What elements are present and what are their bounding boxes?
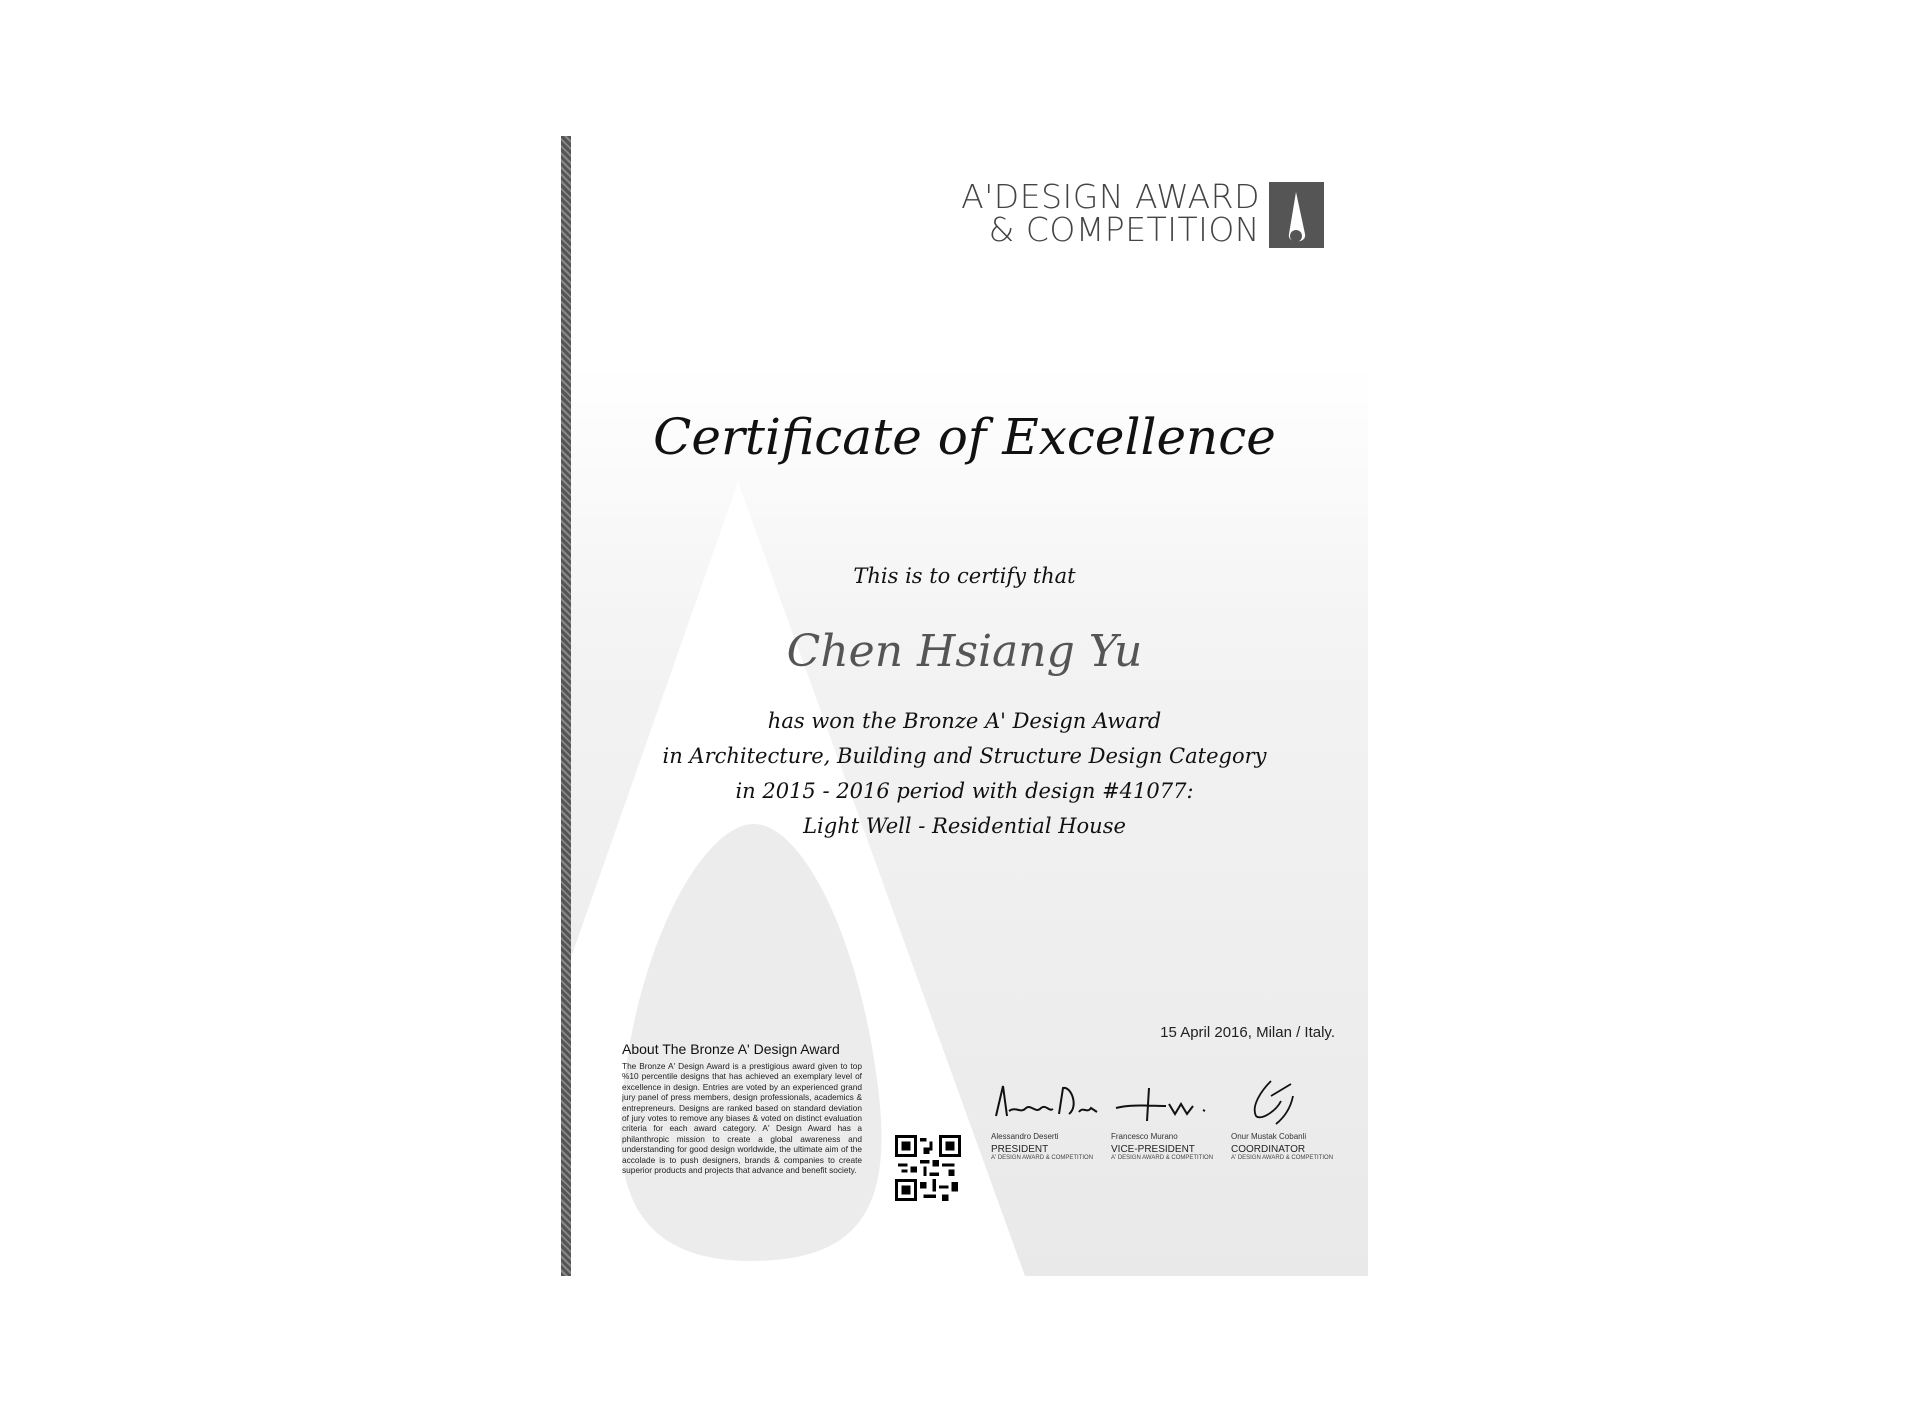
award-line: in 2015 - 2016 period with design #41077:	[735, 779, 1194, 803]
logo-text	[961, 177, 1260, 249]
about-section	[622, 1041, 862, 1175]
logo-line1: A'DESIGN AWARD	[961, 177, 1260, 216]
signatory-org: A' DESIGN AWARD & COMPETITION	[991, 1155, 1094, 1161]
award-line: has won the Bronze A' Design Award	[767, 709, 1162, 733]
about-heading: About The Bronze A' Design Award	[622, 1041, 840, 1057]
signature-vice-president	[1111, 1076, 1231, 1161]
certificate-title: Certificate of Excellence	[653, 408, 1276, 466]
signatory-org: A' DESIGN AWARD & COMPETITION	[1231, 1155, 1334, 1161]
signatory-org: A' DESIGN AWARD & COMPETITION	[1111, 1155, 1214, 1161]
signatory-name: Alessandro Deserti	[991, 1132, 1059, 1141]
signatory-role: PRESIDENT	[991, 1144, 1049, 1155]
award-date: 15 April 2016, Milan / Italy.	[1160, 1024, 1335, 1041]
recipient-name: Chen Hsiang Yu	[786, 626, 1143, 677]
logo-line2: & COMPETITION	[988, 210, 1260, 249]
signature-president	[991, 1076, 1111, 1161]
award-description	[561, 704, 1368, 844]
signatory-name: Onur Mustak Cobanli	[1231, 1132, 1307, 1141]
certify-text: This is to certify that	[853, 564, 1076, 588]
about-body: The Bronze A' Design Award is a prestigious award given to top %10 percentile designs that has achieved an exemplary level of excellence in design. Entries are voted by an experienced grand jury panel of press members, design professionals, academics & entrepreneurs. Designs are ranked based on standard deviation of jury votes to remove any biases & voted on distinct evaluation criteria for each award category. A' Design Award has a philanthropic mission to create a global awareness and understanding for good design worldwide, the ultimate aim of the accolade is to push designers, brands & companies to create superior products and projects that advance and benefit society.	[622, 1061, 862, 1176]
award-line: in Architecture, Building and Structure Design Category	[662, 744, 1267, 768]
award-line: Light Well - Residential House	[803, 814, 1126, 838]
signature-image	[1231, 1076, 1351, 1126]
signature-image	[1111, 1076, 1231, 1126]
signature-coordinator	[1231, 1076, 1351, 1161]
decorative-border-stripe	[561, 136, 571, 1276]
certificate	[561, 136, 1368, 1276]
signatory-role: COORDINATOR	[1231, 1144, 1306, 1155]
logo-mark-icon	[1269, 182, 1324, 248]
qr-code-icon	[895, 1135, 961, 1201]
signatures	[991, 1076, 1361, 1216]
signature-image	[991, 1076, 1111, 1126]
logo	[904, 177, 1324, 250]
signatory-name: Francesco Murano	[1111, 1132, 1178, 1141]
signatory-role: VICE-PRESIDENT	[1111, 1144, 1195, 1155]
